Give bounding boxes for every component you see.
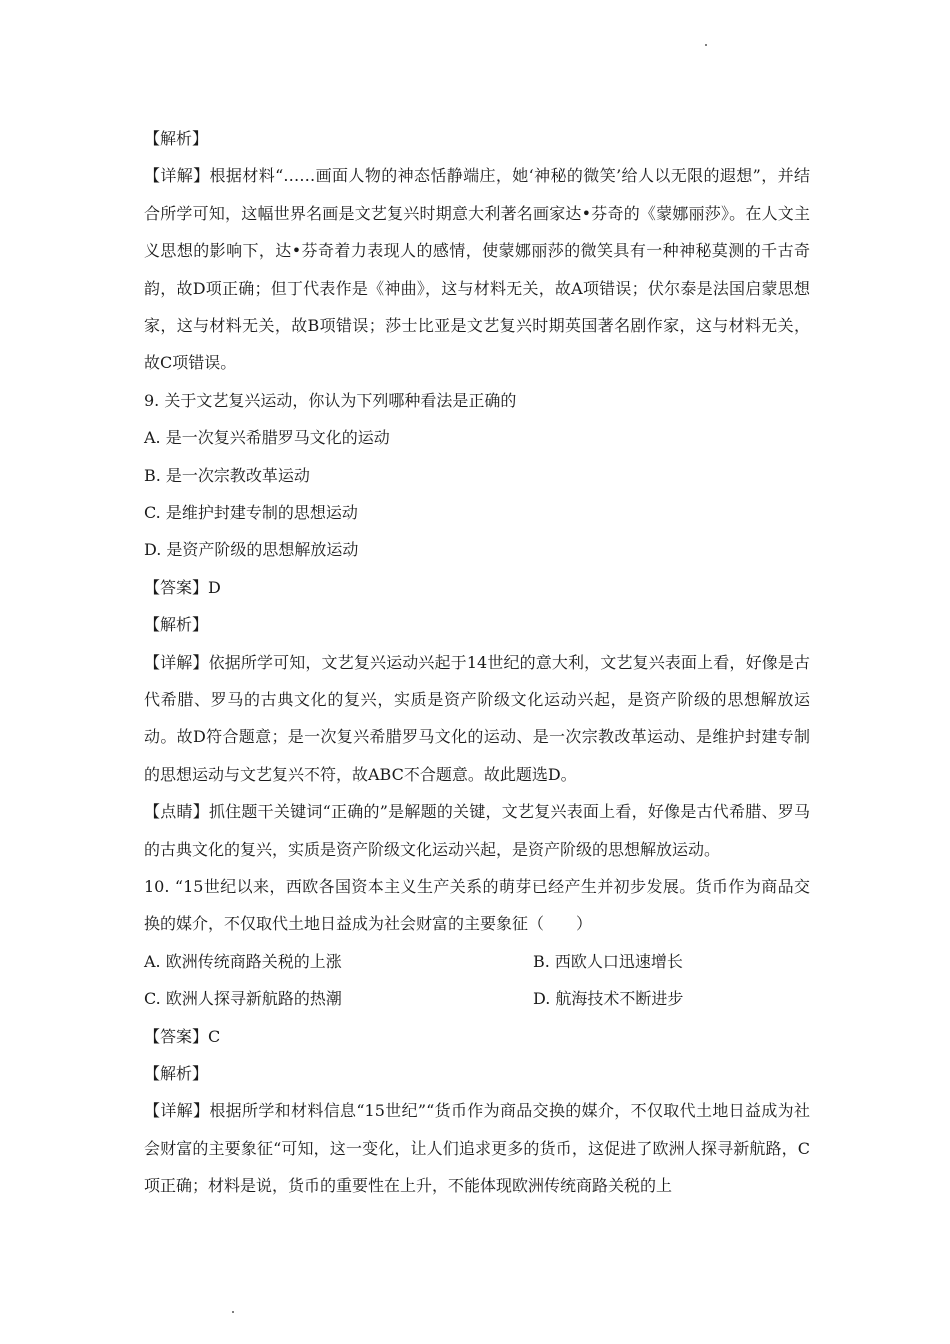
q9-option-d: D. 是资产阶级的思想解放运动 [144,540,359,560]
q10-options-row-1 [144,943,810,980]
q9-analysis-heading: 【解析】 [144,615,209,635]
q9-remark-paragraph: 【点睛】抓住题干关键词“正确的”是解题的关键，文艺复兴表面上看，好像是古代希腊、罗马的古典文化的复兴，实质是资产阶级文化运动兴起，是资产阶级的思想解放运动。 [144,802,810,859]
q10-option-a: A. 欧洲传统商路关税的上涨 [144,951,342,971]
q10-analysis-heading: 【解析】 [144,1063,209,1083]
analysis-heading: 【解析】 [144,129,209,148]
question-9: 9. 关于文艺复兴运动，你认为下列哪种看法是正确的 [144,390,517,410]
q10-options-row-2 [144,980,810,1017]
q9-option-b: B. 是一次宗教改革运动 [144,465,310,485]
footer-dot [232,1311,234,1313]
q10-option-d: D. 航海技术不断进步 [533,989,684,1009]
q9-answer: 【答案】D [144,577,221,597]
q9-detail-paragraph: 【详解】依据所学可知，文艺复兴运动兴起于14世纪的意大利，文艺复兴表面上看，好像是古代希腊、罗马的古典文化的复兴，实质是资产阶级文化运动兴起，是资产阶级的思想解放运动。故D符合题意；是一次复兴希腊罗马文化的运动、是一次宗教改革运动、是维护封建专制的思想运动与文艺复兴不符，故ABC不合题意。故此题选D。 [144,652,810,784]
q10-answer: 【答案】C [144,1026,221,1046]
header-dot [705,44,707,46]
q10-option-c: C. 欧洲人探寻新航路的热潮 [144,989,342,1009]
q9-option-a: A. 是一次复兴希腊罗马文化的运动 [144,428,390,448]
document-content [144,120,810,1205]
q10-option-b: B. 西欧人口迅速增长 [533,951,683,971]
detail-paragraph: 【详解】根据材料“……画面人物的神态恬静端庄，她‘神秘的微笑’给人以无限的遐想”，并结合所学可知，这幅世界名画是文艺复兴时期意大利著名画家达•芬奇的《蒙娜丽莎》。在人文主义思想的影响下，达•芬奇着力表现人的感情，使蒙娜丽莎的微笑具有一种神秘莫测的千古奇韵，故D项正确；但丁代表作是《神曲》，这与材料无关，故A项错误；伏尔泰是法国启蒙思想家，这与材料无关，故B项错误；莎士比亚是文艺复兴时期英国著名剧作家，这与材料无关，故C项错误。 [144,166,810,373]
q10-detail-paragraph: 【详解】根据所学和材料信息“15世纪”“货币作为商品交换的媒介，不仅取代土地日益成为社会财富的主要象征“可知，这一变化，让人们追求更多的货币，这促进了欧洲人探寻新航路，C项正确；材料是说，货币的重要性在上升，不能体现欧洲传统商路关税的上 [144,1101,810,1196]
question-10: 10. “15世纪以来，西欧各国资本主义生产关系的萌芽已经产生并初步发展。货币作为商品交换的媒介，不仅取代土地日益成为社会财富的主要象征（ ） [144,877,810,934]
q9-option-c: C. 是维护封建专制的思想运动 [144,503,358,522]
